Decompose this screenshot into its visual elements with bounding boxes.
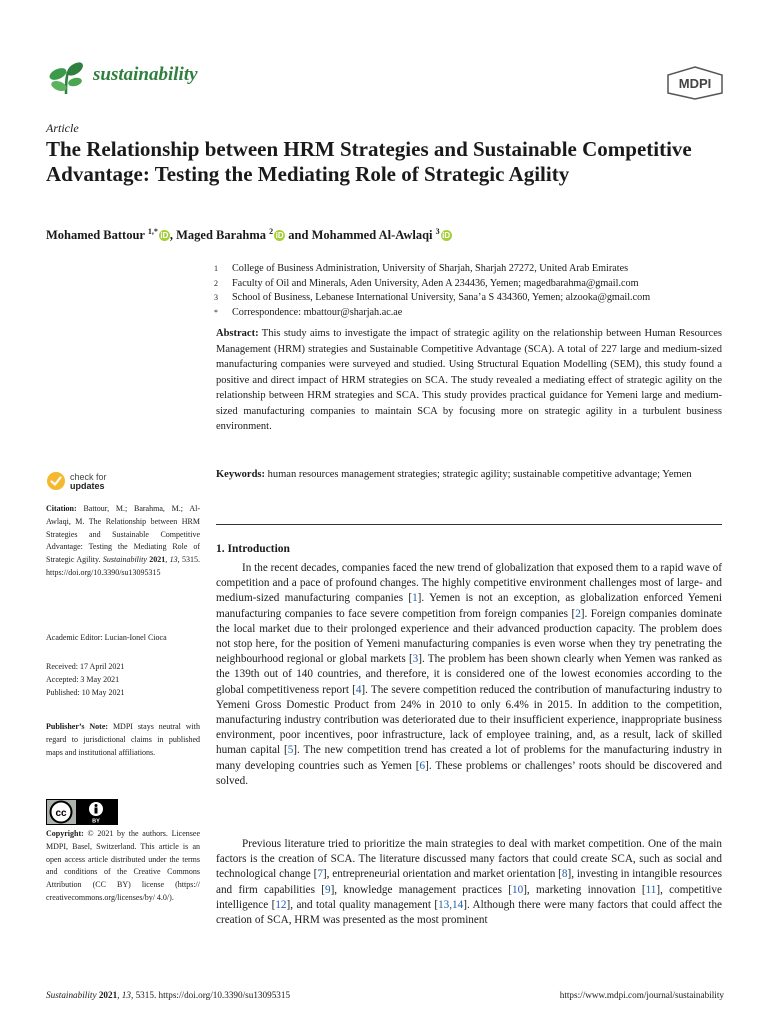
- publisher-note: [46, 721, 200, 759]
- reference-link[interactable]: 11: [645, 883, 657, 896]
- citation-label: Citation:: [46, 504, 77, 513]
- intro-paragraph-1: [216, 561, 722, 789]
- footer-journal: Sustainability: [46, 990, 97, 1000]
- section-divider: [216, 524, 722, 525]
- svg-text:cc: cc: [55, 808, 67, 819]
- citation-journal: Sustainability: [102, 555, 147, 565]
- affiliation-row: [214, 277, 724, 292]
- intro-paragraph-2: [216, 837, 722, 928]
- abstract-label: Abstract:: [216, 328, 259, 339]
- affiliation-text: College of Business Administration, University of Sharjah, Sharjah 27272, United Arab Emirates: [232, 263, 629, 274]
- abstract-text: This study aims to investigate the impact of strategic agility on the relationship between Human Resources Management (HRM) strategies and Sustainable Competitive Advantage (SCA). A total of 227 large and medium-sized manufacturing companies were surveyed and studied. Using Structural Equation Modelling (SEM), this study found a positive and direct impact of HRM strategies on SCA. The study revealed a mediating effect of strategic agility on the relationship between HRM strategies and SCA. This study provides practical guidance for Yemeni large and medium-sized manufacturing companies to maintain SCA by focusing more on strategic agility in a turbulent business environment.: [216, 328, 722, 432]
- affiliation-number: *: [214, 307, 218, 317]
- check-updates-line1: check for: [70, 472, 107, 482]
- affiliation-row: [214, 262, 724, 277]
- article-type: Article: [46, 121, 79, 135]
- paragraph-text: ], marketing innovation [: [523, 883, 646, 896]
- abstract: [216, 326, 722, 435]
- author-affiliation-marker: 1,*: [147, 227, 158, 236]
- author-name: Mohammed Al-Awlaqi: [311, 228, 436, 243]
- keywords-text: human resources management strategies; strategic agility; sustainable competitive advantage; Yemen: [267, 469, 692, 480]
- publisher-name: MDPI: [678, 76, 712, 91]
- svg-text:BY: BY: [92, 818, 100, 825]
- copyright-label: Copyright:: [46, 829, 84, 838]
- affiliation-number: 3: [214, 293, 218, 303]
- paragraph-text: ], and total quality management [: [286, 898, 439, 911]
- copyright-text: © 2021 by the authors. Licensee MDPI, Basel, Switzerland. This article is an open access article distributed under the terms and conditions of the Creative Commons Attribution (CC BY) license (https:// creativecommons.org/licenses/by/ 4.0/).: [46, 829, 200, 902]
- accepted-date: Accepted: 3 May 2021: [46, 674, 120, 684]
- academic-editor: Academic Editor: Lucian-Ionel Cioca: [46, 633, 167, 642]
- reference-link[interactable]: 1: [412, 592, 418, 605]
- article-title: The Relationship between HRM Strategies and Sustainable Competitive Advantage: Testing the Mediating Role of Strategic Agility: [46, 137, 692, 186]
- paragraph-text: ], investing in intangible resources and firm capabilities [: [216, 868, 722, 896]
- reference-link[interactable]: 6: [419, 759, 426, 772]
- author-affiliation-marker: 2: [269, 227, 274, 236]
- reference-link[interactable]: 8: [561, 868, 568, 881]
- orcid-icon[interactable]: iD: [160, 231, 169, 241]
- footer-doi[interactable]: , 5315. https://doi.org/10.3390/su13095315: [130, 990, 291, 1000]
- reference-link[interactable]: 2: [575, 607, 581, 620]
- citation-year: 2021: [146, 555, 166, 565]
- check-updates-icon: [46, 471, 66, 491]
- publisher-note-text: MDPI stays neutral with regard to jurisdictional claims in published maps and institutional affiliations.: [46, 722, 200, 757]
- check-updates-line2: updates: [70, 481, 105, 491]
- reference-link[interactable]: 9: [324, 883, 331, 896]
- footer-volume: , 13: [117, 990, 131, 1000]
- keywords-label: Keywords:: [216, 469, 265, 480]
- paragraph-text: ]. These problems or challenges’ roots should be discovered and solved.: [216, 759, 722, 787]
- affiliations: [214, 262, 724, 320]
- publisher-note-label: Publisher’s Note:: [46, 722, 109, 731]
- cc-by-license-icon[interactable]: [46, 799, 118, 825]
- keywords: [216, 467, 722, 483]
- footer-citation: [46, 990, 290, 1000]
- affiliation-text: Faculty of Oil and Minerals, Aden University, Aden A 234436, Yemen; magedbarahma@gmail.com: [232, 277, 639, 289]
- author-list: Mohamed Battour $^{1,*}$ iD , Maged Barahma $^2$ iD and Mohammed Al-Awlaqi $^3$ iD: [46, 227, 451, 243]
- check-for-updates-button[interactable]: [46, 471, 166, 497]
- paragraph-text: ], entrepreneurial orientation and market orientation [: [322, 868, 562, 881]
- journal-name[interactable]: sustainability: [93, 64, 198, 85]
- paragraph-text: In the recent decades, companies faced the new trend of globalization that exposed them to a rapid wave of competition and a pace of profound changes. The highly competitive environment challenges most of large- and medium-sized manufacturing companies [: [216, 562, 722, 605]
- paragraph-text: ]. The new competition trend has created a lot of problems for the manufacturing industry in many developing countries such as Yemen [: [216, 744, 722, 772]
- publication-dates: [46, 661, 200, 699]
- author-name: Mohamed Battour: [46, 228, 148, 243]
- paragraph-text: Previous literature tried to prioritize the main strategies to deal with market competition. One of the main factors is the creation of SCA. The literature discussed many factors that could create SCA, such as social and technological change [: [216, 838, 722, 881]
- received-date: Received: 17 April 2021: [46, 662, 125, 671]
- author-affiliation-marker: 3: [435, 227, 440, 236]
- paragraph-text: ], knowledge management practices [: [330, 883, 513, 896]
- citation-text: Battour, M.; Barahma, M.; Al-Awlaqi, M. The Relationship between HRM Strategies and Sustainable Competitive Advantage: Testing the Mediating Role of Strategic Agility.: [46, 504, 200, 565]
- reference-link[interactable]: 5: [287, 744, 294, 757]
- citation: [46, 503, 200, 580]
- reference-link[interactable]: 13,14: [438, 898, 464, 911]
- paragraph-text: ]. The severe competition reduced the contribution of manufacturing industry to Yemeni Gross Domestic Product from 24% in 2010 to only 6.4% in 2015. In addition to the competition, manufacturing industry contribution was deteriorated due to their insufficient experience, inappropriate business environment, poor incentives, poor infrastructure, lack of employee training, and, as a result, lack of skilled human capital [: [216, 683, 722, 757]
- sustainability-leaf-logo-icon: [46, 60, 86, 96]
- copyright: [46, 828, 200, 905]
- affiliation-row: [214, 306, 724, 321]
- published-date: Published: 10 May 2021: [46, 687, 125, 697]
- footer-journal-url[interactable]: https://www.mdpi.com/journal/sustainability: [559, 990, 724, 1000]
- paragraph-text: ]. Although there were many factors that could affect the creation of SCA, HRM was presented as the most prominent: [216, 898, 722, 927]
- reference-link[interactable]: 7: [317, 868, 323, 881]
- citation-volume: , 13: [165, 555, 178, 565]
- author-name: Maged Barahma: [176, 228, 270, 243]
- footer-year: 2021: [96, 990, 118, 1000]
- reference-link[interactable]: 4: [355, 683, 362, 696]
- reference-link[interactable]: 3: [412, 653, 419, 666]
- orcid-icon[interactable]: iD: [442, 231, 451, 241]
- paragraph-text: ], competitive intelligence [: [216, 883, 722, 911]
- reference-link[interactable]: 10: [512, 883, 524, 896]
- paragraph-text: ]. The problem has been shown clearly when Yemen was ranked as the 139th out of 140 countries, and therefore, it is considered one of the lowest economies according to the global competitiveness report [: [216, 653, 722, 696]
- orcid-icon[interactable]: iD: [275, 231, 284, 241]
- affiliation-text: School of Business, Lebanese International University, Sana’a S 434360, Yemen; alzooka@gmail.com: [232, 292, 651, 304]
- affiliation-number: 2: [214, 278, 218, 288]
- mdpi-logo-icon[interactable]: [666, 66, 724, 100]
- affiliation-text: Correspondence: mbattour@sharjah.ac.ae: [232, 306, 403, 318]
- intro-heading: 1. Introduction: [216, 543, 290, 555]
- affiliation-row: [214, 291, 724, 306]
- paragraph-text: ]. Foreign companies dominate the local market due to their prolonged experience and their advanced production capacity. The problem does not stop here, for the position of Yemeni manufacturing companies is even worse when they try penetrating the neighbourhood regional or global markets [: [216, 607, 722, 666]
- reference-link[interactable]: 12: [275, 898, 287, 911]
- affiliation-number: 1: [214, 264, 218, 273]
- paragraph-text: ]. Yemen is not an exception, as globalization enforced Yemeni manufacturing companies to face severe competition from foreign companies [: [216, 592, 722, 620]
- citation-doi[interactable]: , 5315. https://doi.org/10.3390/su13095315: [46, 555, 201, 577]
